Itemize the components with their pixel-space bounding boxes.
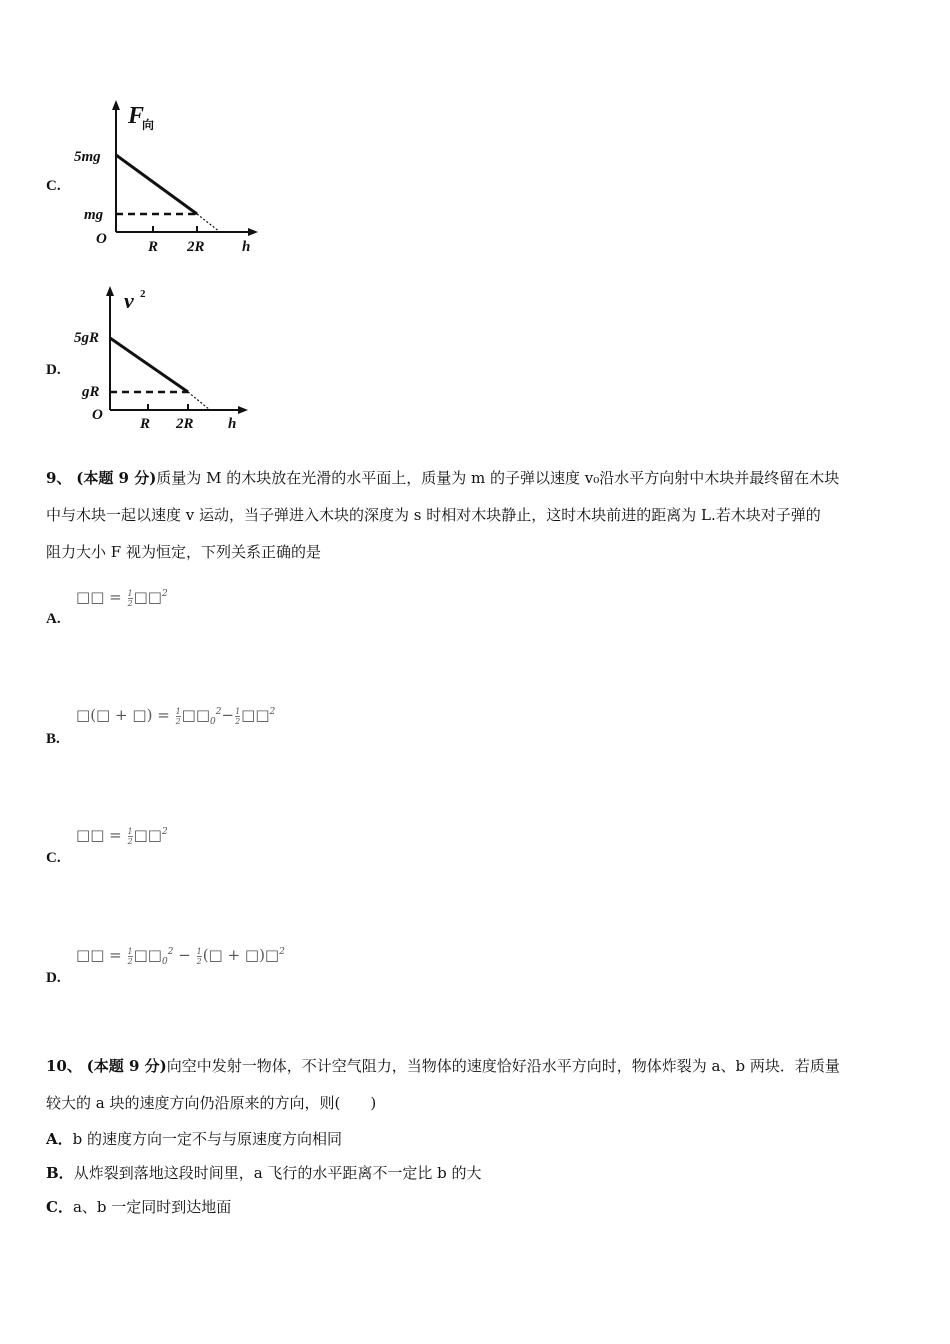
q10-option-c-text: a、b 一定同时到达地面 — [72, 1198, 232, 1216]
graph-c-ylabel: F — [128, 103, 145, 129]
question-10-line-1 — [46, 1048, 916, 1085]
question-9-text-3: 阻力大小 F 视为恒定，下列关系正确的是 — [46, 543, 321, 561]
q10-option-a-label: A． — [46, 1130, 73, 1148]
question-10-tag: (本题 9 分) — [86, 1057, 167, 1075]
question-10-text-2: 较大的 a 块的速度方向仍沿原来的方向，则( ) — [46, 1094, 377, 1112]
graph-d-xtick-r: R — [140, 416, 151, 432]
q9-option-c-label: C. — [46, 850, 61, 866]
graph-c-ytick-mg: mg — [84, 207, 104, 223]
question-10-number: 10、 — [46, 1057, 82, 1075]
q9-option-a-label: A. — [46, 611, 61, 627]
q9-formula-c: □□ = $\frac{1}{2}$ □□$^2$ — [76, 826, 168, 846]
graph-c-label: C. — [46, 178, 61, 194]
q10-option-a — [46, 1128, 342, 1149]
question-9-text-2: 中与木块一起以速度 v 运动，当子弹进入木块的深度为 s 时相对木块静止，这时木块前进的距离为 L.若木块对子弹的 — [46, 506, 821, 524]
q10-option-b — [46, 1162, 482, 1183]
graph-c-xlabel: h — [242, 239, 251, 255]
graph-c-ytick-5mg: 5mg — [74, 149, 101, 165]
graph-d-ytick-5gr: 5gR — [74, 330, 100, 346]
graph-d-xlabel: h — [228, 416, 237, 432]
q9-option-b-label: B. — [46, 731, 60, 747]
graph-d-label: D. — [46, 362, 61, 378]
q10-option-b-label: B． — [46, 1164, 74, 1182]
question-9-number: 9、 — [46, 469, 72, 487]
graph-d-xtick-2r: 2R — [176, 416, 194, 432]
q10-option-b-text: 从炸裂到落地这段时间里，a 飞行的水平距离不一定比 b 的大 — [73, 1164, 482, 1182]
q9-formula-a: □□ = $\frac{1}{2}$ □□$^2$ — [76, 588, 168, 608]
q10-option-c — [46, 1196, 231, 1217]
graph-c-force-height — [70, 98, 270, 262]
graph-d-ylabel: v — [124, 288, 134, 313]
graph-d-ylabel-sup: 2 — [140, 288, 146, 300]
q9-formula-b: □(□ + □) = $\frac{1}{2}$ $□□_0^2-$ $\frac{1}{2}$ □□$^2$ — [76, 706, 276, 727]
q10-option-a-text: b 的速度方向一定不与与原速度方向相同 — [72, 1130, 343, 1148]
graph-c-ylabel-sub: 向 — [142, 118, 155, 132]
graph-c-origin: O — [96, 231, 107, 247]
graph-c-xtick-2r: 2R — [187, 239, 205, 255]
question-9-tag: (本题 9 分) — [76, 469, 157, 487]
question-9-text-1: 质量为 M 的木块放在光滑的水平面上，质量为 m 的子弹以速度 v₀沿水平方向射中木块并最终留在木块 — [156, 469, 840, 487]
question-9 — [46, 460, 916, 571]
q9-option-d-label: D. — [46, 970, 61, 986]
graph-c-xtick-r: R — [148, 239, 159, 255]
q9-formula-d: □□ = $\frac{1}{2}$ $□□_0^2$ − $\frac{1}{2}$ (□ + □)□$^2$ — [76, 946, 285, 967]
graph-d-origin: O — [92, 407, 103, 423]
graph-d-ytick-gr: gR — [82, 384, 100, 400]
graph-d-velocity-height — [70, 282, 260, 436]
q10-option-c-label: C． — [46, 1198, 73, 1216]
question-9-line-1 — [46, 460, 916, 497]
question-10 — [46, 1048, 916, 1122]
question-10-text-1: 向空中发射一物体，不计空气阻力，当物体的速度恰好沿水平方向时，物体炸裂为 a、b 两块．若质量 — [166, 1057, 840, 1075]
